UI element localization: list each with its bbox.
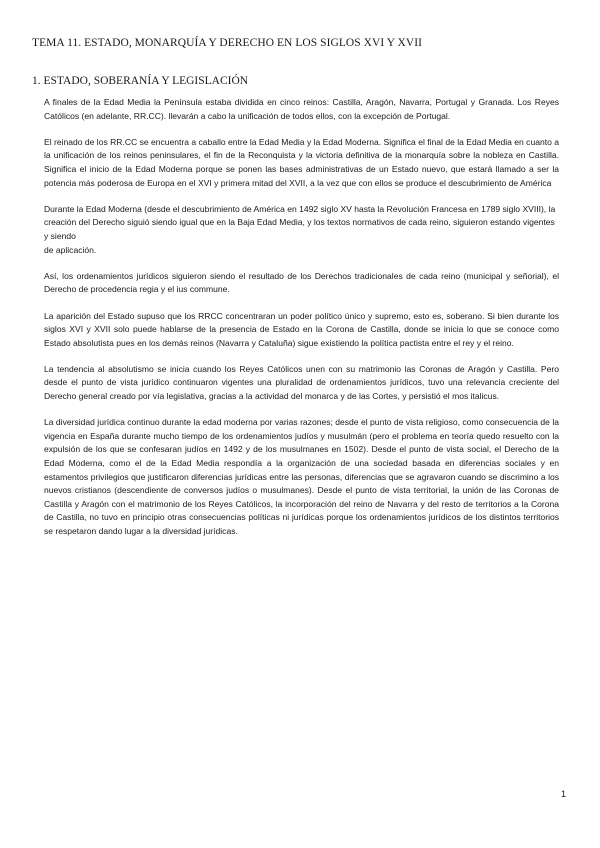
paragraph-diversidad-juridica: La diversidad jurídica continuo durante la edad moderna por varias razones; desde el punto de vista religioso, como consecuencia de la vigencia en España durante mucho tiempo de los ordenamientos judíos y musulmán (pero el problema en teoría quedo resuelto con la expulsión de los que se confesaran judíos en 1492 y de los musulmanes en 1502). Desde el punto de vista social, el Derecho de la Edad Moderna, como el de la Edad Media respondía a la organización de una sociedad basada en diferencias sociales y en estamentos privilegios que justificaron diferencias jurídicas entre las personas, diferencias que se agravaron cuando se discrimino a los nuevos cristianos (descendiente de conversos judíos o musulmanes). Desde el punto de vista territorial, la unión de las Coronas de Castilla y Aragón con el matrimonio de los Reyes Católicos, la incorporación del reino de Navarra y del resto de territorios a la Corona de Castilla, no tuvo en principio otras consecuencias políticas ni jurídicas porque los ordenamientos jurídicos de los distintos territorios se respetaron dando lugar a la diversidad jurídicas.	[44, 417, 559, 536]
paragraph-aparicion-estado: La aparición del Estado supuso que los RRCC concentraran un poder político único y supremo, esto es, soberano. Si bien durante los siglos XVI y XVII solo puede hablarse de la presencia de Estado en la Corona de Castilla, donde se inicia lo que se conoce como Estado absolutista pues en los demás reinos (Navarra y Cataluña) sigue existiendo la política pactista entre el rey y el reino.	[44, 310, 559, 348]
document-title: TEMA 11. ESTADO, MONARQUÍA Y DERECHO EN LOS SIGLOS XVI Y XVII	[32, 37, 423, 49]
page-number: 1	[560, 789, 566, 799]
paragraph-reinado-rrcc: El reinado de los RR.CC se encuentra a caballo entre la Edad Media y la Edad Moderna. Significa el final de la Edad Media en cuanto a la unificación de los reinos peninsulares, el fin de la Reconquista y la victoria definitiva de la monarquía sobre la nobleza en Castilla. Significa el inicio de la Edad Moderna porque se ponen las bases administrativas de un Estado nuevo, que estará llamado a ser la potencia más poderosa de Europa en el XVI y primera mitad del XVII, a la vez que con ellos se produce el descubrimiento de América	[44, 136, 559, 188]
paragraph-ordenamientos: Así, los ordenamientos jurídicos siguieron siendo el resultado de los Derechos tradicionales de cada reino (municipal y señorial), el Derecho de procedencia regia y el ius commune.	[44, 270, 559, 295]
section-heading: 1. ESTADO, SOBERANÍA Y LEGISLACIÓN	[32, 75, 249, 87]
paragraph-reinos: A finales de la Edad Media la Península estaba dividida en cinco reinos: Castilla, Aragón, Navarra, Portugal y Granada. Los Reyes Católicos (en adelante, RR.CC). llevarán a cabo la unificación de todos ellos, con la excepción de Portugal.	[44, 97, 559, 121]
paragraph-edad-moderna-text: Durante la Edad Moderna (desde el descubrimiento de América en 1492 siglo XV hasta la Revolución Francesa en 1789 siglo XVIII), la creación del Derecho siguió siendo igual que en la Baja Edad Media, y los textos normativos de cada reino, siguieron estando vigentes y siendo de aplicación.	[44, 203, 556, 255]
paragraph-edad-moderna	[44, 203, 559, 257]
document-body	[44, 96, 559, 551]
paragraph-absolutismo: La tendencia al absolutismo se inicia cuando los Reyes Católicos unen con su matrimonio las Coronas de Aragón y Castilla. Pero desde el punto de vista jurídico continuaron vigentes una pluralidad de ordenamientos jurídicos, tuvo una relevancia creciente del Derecho general creado por vía legislativa, gracias a la actividad del monarca y de las Cortes, y persistió el mos italicus.	[44, 363, 559, 402]
